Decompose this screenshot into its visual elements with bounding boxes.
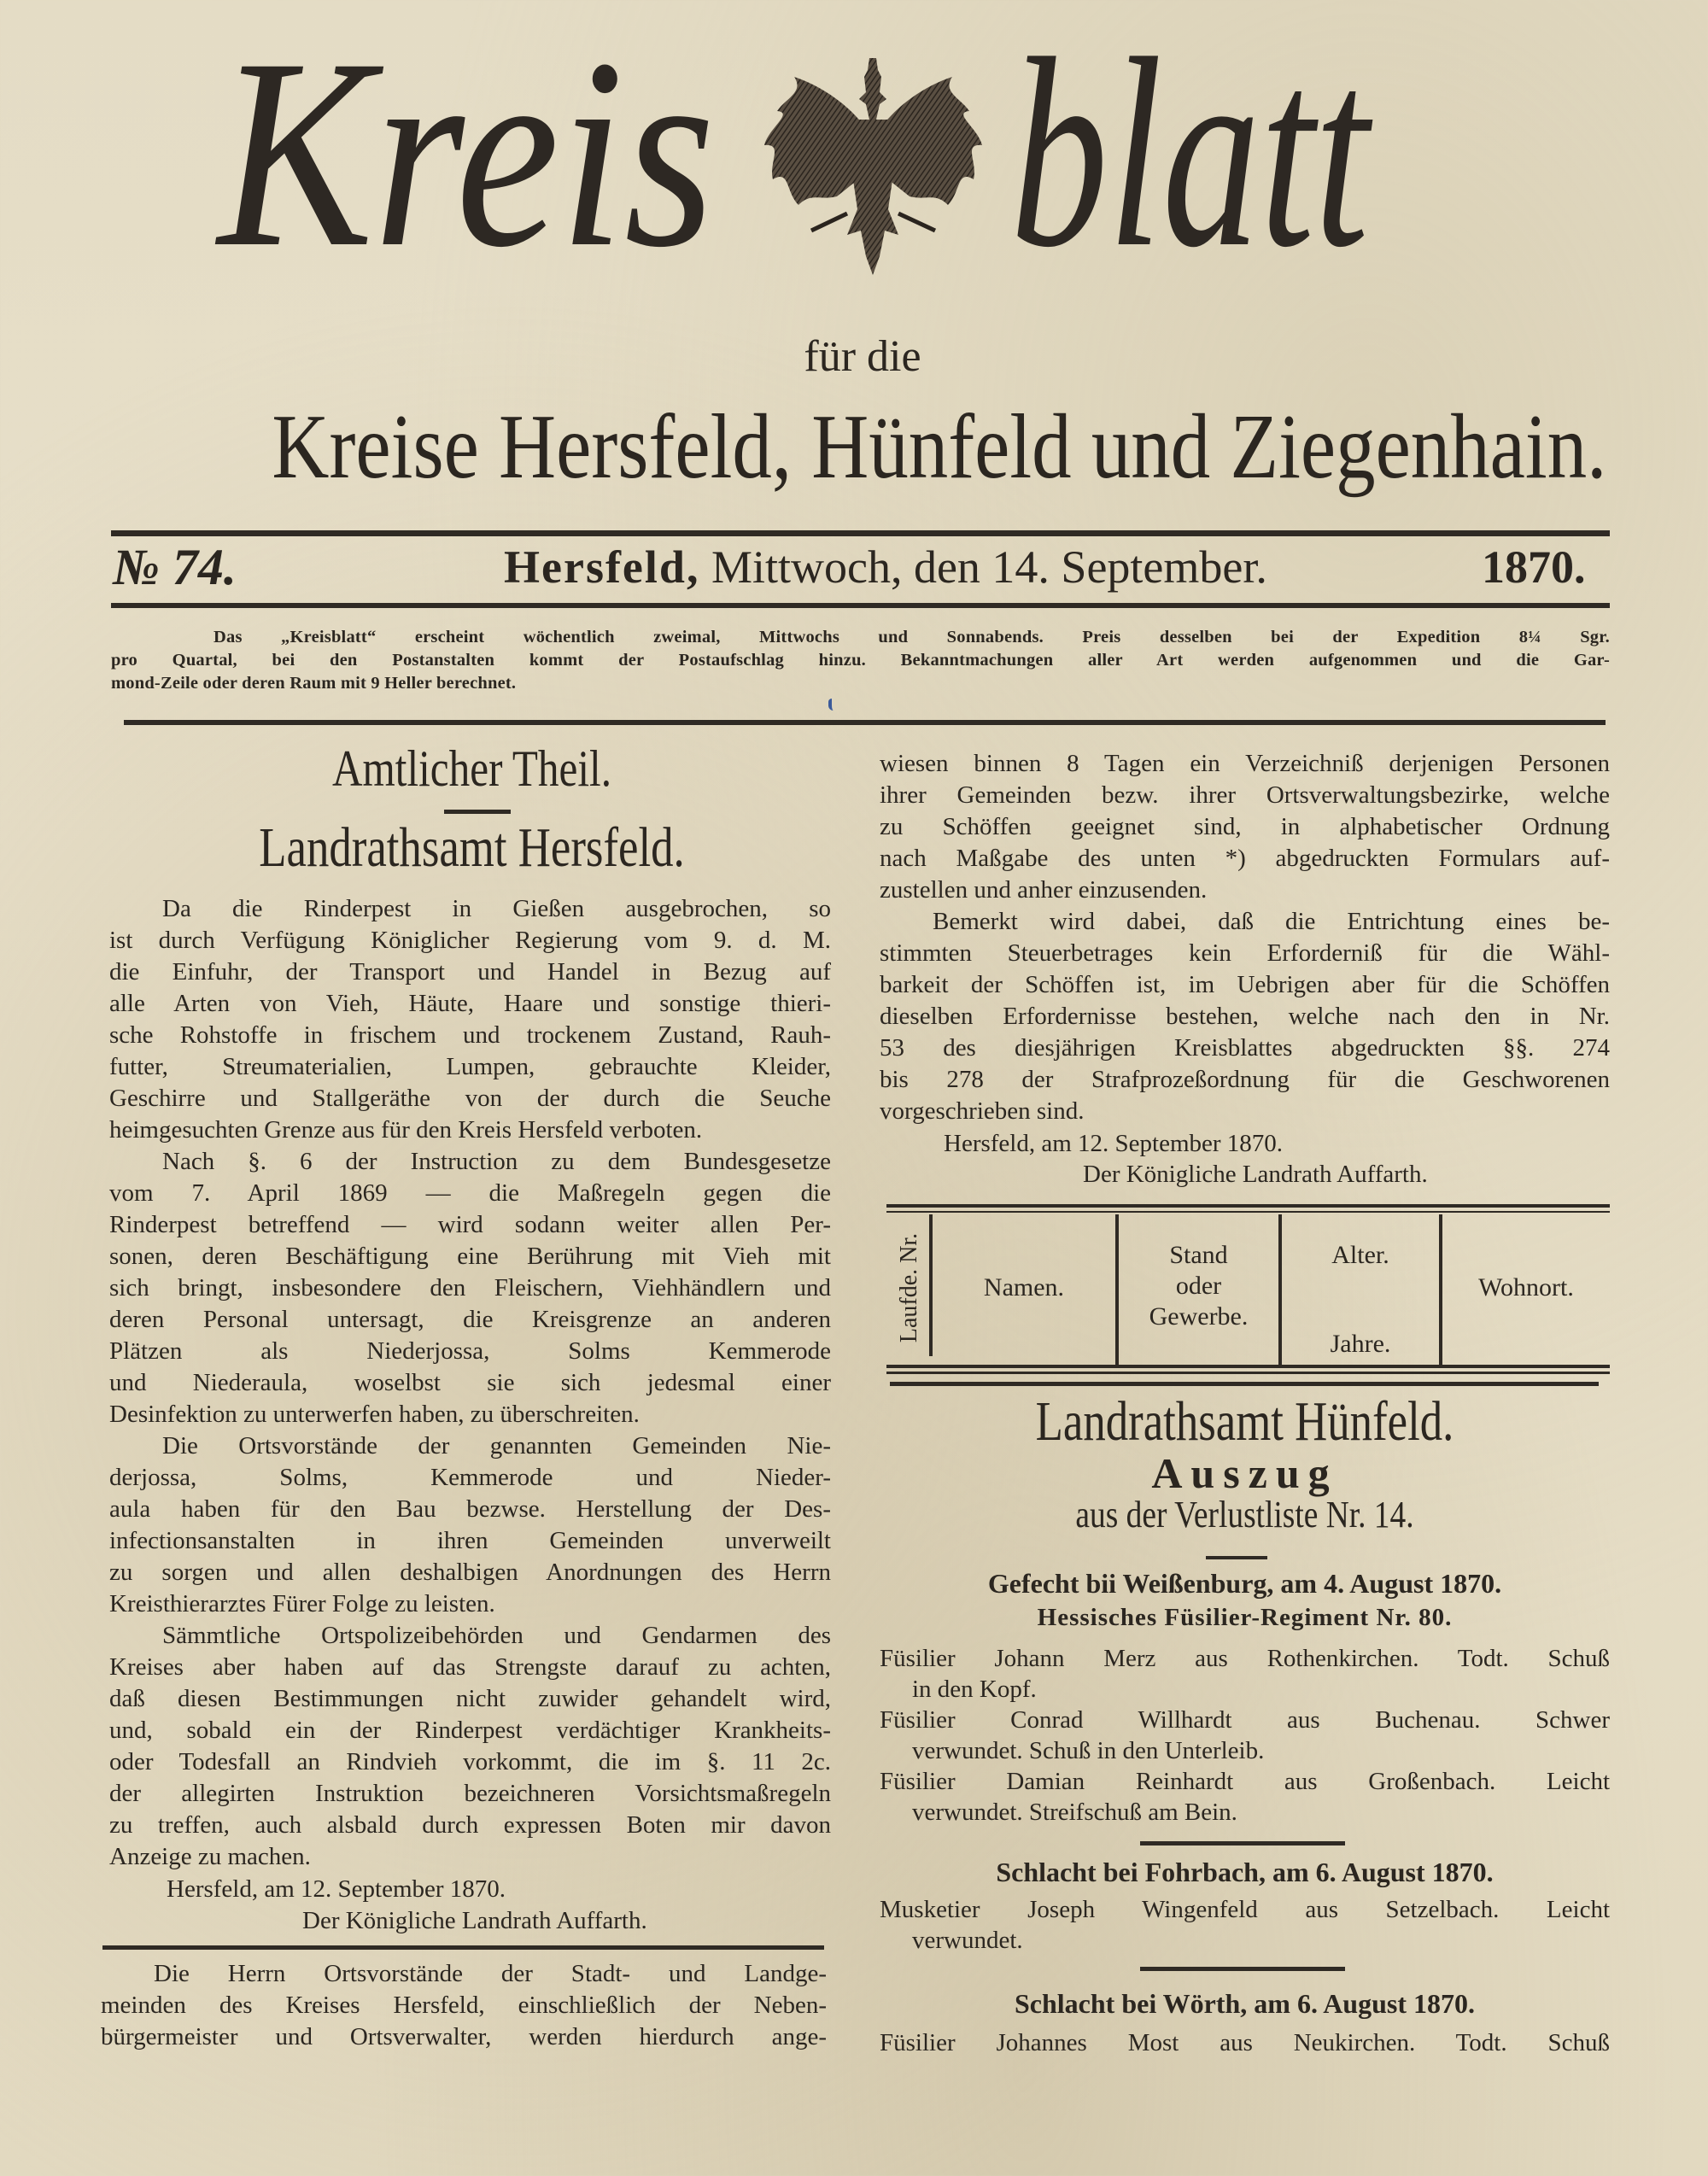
- paragraph: [880, 906, 1610, 1127]
- text-line: Desinfektion zu unterwerfen haben, zu überschreiten.: [109, 1401, 640, 1428]
- text-line: zustellen und anher einzusenden.: [880, 876, 1208, 904]
- text-line: bis 278 der Strafprozeßordnung für die Geschworenen: [880, 1066, 1610, 1093]
- issue-date: Mittwoch, den 14. September.: [711, 541, 1267, 593]
- text-line: und, sobald ein der Rinderpest verdächtiger Krankheits-: [109, 1717, 831, 1744]
- office-heading-hersfeld: Landrathsamt Hersfeld.: [259, 816, 685, 879]
- prussian-eagle-icon: [752, 51, 995, 282]
- text-line: derjossa, Solms, Kemmerode und Nieder-: [109, 1464, 831, 1491]
- text-line: Kreisthierarztes Fürer Folge zu leisten.: [109, 1590, 495, 1617]
- left-signature: Der Königliche Landrath Auffarth.: [302, 1907, 647, 1934]
- table-top-rule-2: [886, 1211, 1610, 1213]
- text-line: zu Schöffen geeignet sind, in alphabetischer Ordnung: [880, 813, 1610, 840]
- text-line: Das „Kreisblatt“ erscheint wöchentlich zweimal, Mittwochs und Sonnabends. Preis desselben bei der Expedition 8¼ Sgr.: [214, 628, 1610, 646]
- table-top-rule: [886, 1204, 1610, 1208]
- text-line: der allegirten Instruktion bezeichneren Vorsichtsmaßregeln: [109, 1780, 831, 1807]
- table-header-age-unit: Jahre.: [1330, 1330, 1391, 1358]
- text-line: oder Todesfall an Rindvieh vorkommt, die im §. 11 2c.: [109, 1748, 831, 1775]
- casualty-entry-line: Füsilier Damian Reinhardt aus Großenbach. Leicht: [880, 1768, 1610, 1795]
- text-line: Rinderpest betreffend — wird sodann weiter allen Per-: [109, 1211, 831, 1238]
- text-line: barkeit der Schöffen ist, im Uebrigen aber für die Schöffen: [880, 971, 1610, 998]
- battle-title: Schlacht bei Wörth, am 6. August 1870.: [1014, 1988, 1475, 2019]
- paragraph: [880, 748, 1610, 906]
- table-header-occupation-1: Stand: [1169, 1241, 1228, 1269]
- pencil-mark: [828, 699, 840, 711]
- casualty-entry-line: Füsilier Johann Merz aus Rothenkirchen. Todt. Schuß: [880, 1645, 1610, 1672]
- text-line: aula haben für den Bau bezwse. Herstellung der Des-: [109, 1495, 831, 1523]
- casualty-entry-line: Füsilier Johannes Most aus Neukirchen. Todt. Schuß: [880, 2029, 1610, 2056]
- left-dateline: Hersfeld, am 12. September 1870.: [167, 1875, 506, 1903]
- extract-title: Auszug: [1151, 1449, 1338, 1497]
- section-dash: [444, 810, 511, 814]
- text-line: die Einfuhr, der Transport und Handel in Bezug auf: [109, 958, 831, 986]
- masthead-title-left: Kreis: [218, 3, 716, 303]
- text-line: daß diesen Bestimmungen nicht zuwider gehandelt wird,: [109, 1685, 831, 1712]
- battle-title: Gefecht bii Weißenburg, am 4. August 1870.: [987, 1568, 1502, 1599]
- table-header-occupation-3: Gewerbe.: [1149, 1302, 1249, 1331]
- table-header-occupation-2: oder: [1175, 1272, 1222, 1300]
- right-signature: Der Königliche Landrath Auffarth.: [1083, 1161, 1428, 1188]
- text-line: mond-Zeile oder deren Raum mit 9 Heller berechnet.: [111, 674, 517, 693]
- casualty-entry-line: Musketier Joseph Wingenfeld aus Setzelbach. Leicht: [880, 1896, 1610, 1923]
- text-line: sche Rohstoffe in frischem und trockenem Zustand, Rauh-: [109, 1021, 831, 1049]
- text-line: Kreises aber haben auf das Strengste darauf zu achten,: [109, 1653, 831, 1681]
- battle-divider: [1140, 1967, 1345, 1971]
- table-header-age: Alter.: [1331, 1241, 1389, 1269]
- text-line: Nach §. 6 der Instruction zu dem Bundesgesetze: [162, 1148, 831, 1175]
- paragraph: [111, 626, 1610, 695]
- text-line: zu sorgen und allen deshalbigen Anordnungen des Herrn: [109, 1559, 831, 1586]
- table-bottom-rule-2: [886, 1372, 1610, 1374]
- text-line: vorgeschrieben sind.: [880, 1097, 1085, 1125]
- article-schoeffen-cont: [880, 748, 1610, 1127]
- text-line: infectionsanstalten in ihren Gemeinden unverweilt: [109, 1527, 831, 1554]
- text-line: Geschirre und Stallgeräthe von der durch die Seuche: [109, 1085, 831, 1112]
- issue-number: № 74.: [113, 539, 237, 595]
- left-divider: [102, 1945, 824, 1950]
- text-line: futter, Streumaterialien, Lumpen, gebrauchte Kleider,: [109, 1053, 831, 1080]
- paragraph: [101, 1958, 827, 2053]
- table-header-name: Namen.: [983, 1273, 1065, 1302]
- text-line: deren Personal untersagt, die Kreisgrenze an anderen: [109, 1306, 831, 1333]
- section-heading: Amtlicher Theil.: [331, 740, 612, 797]
- text-line: zu treffen, auch alsbald durch expressen Boten mir davon: [109, 1811, 831, 1839]
- table-header-number: Laufde. Nr.: [896, 1232, 922, 1343]
- header-bottom-rule: [124, 720, 1606, 725]
- casualty-entry-line: verwundet.: [912, 1927, 1023, 1954]
- casualty-entry-line: verwundet. Schuß in den Unterleib.: [912, 1737, 1265, 1764]
- right-divider: [890, 1382, 1599, 1386]
- paragraph: [109, 1430, 831, 1620]
- battle-title: Schlacht bei Fohrbach, am 6. August 1870.: [996, 1857, 1494, 1887]
- text-line: dieselben Erfordernisse bestehen, welche nach den in Nr.: [880, 1003, 1610, 1030]
- battle-divider: [1140, 1841, 1345, 1846]
- text-line: und Niederaula, woselbst sie sich jedesmal einer: [109, 1369, 831, 1396]
- casualty-entry-line: Füsilier Conrad Willhardt aus Buchenau. Schwer: [880, 1706, 1610, 1734]
- paragraph: [109, 893, 831, 1146]
- text-line: Da die Rinderpest in Gießen ausgebrochen, so: [162, 895, 831, 922]
- regiment-title: Hessisches Füsilier-Regiment Nr. 80.: [1037, 1604, 1453, 1631]
- office-heading-huenfeld: Landrathsamt Hünfeld.: [1035, 1390, 1454, 1453]
- text-line: vom 7. April 1869 — die Maßregeln gegen die: [109, 1179, 831, 1207]
- masthead-subtitle: für die: [804, 332, 921, 381]
- text-line: nach Maßgabe des unten *) abgedruckten Formulars auf-: [880, 845, 1610, 872]
- text-line: Anzeige zu machen.: [109, 1843, 311, 1870]
- masthead-districts: Kreise Hersfeld, Hünfeld und Ziegenhain.: [272, 396, 1607, 498]
- article-schoeffen-start: [101, 1958, 827, 2053]
- text-line: 53 des diesjährigen Kreisblattes abgedruckten §§. 274: [880, 1034, 1610, 1062]
- masthead-rule: [111, 530, 1610, 536]
- text-line: alle Arten von Vieh, Häute, Haare und sonstige thieri-: [109, 990, 831, 1017]
- text-line: sonen, deren Beschäftigung eine Berührung mit Vieh mit: [109, 1243, 831, 1270]
- text-line: heimgesuchten Grenze aus für den Kreis Hersfeld verboten.: [109, 1116, 703, 1144]
- text-line: Plätzen als Niederjossa, Solms Kemmerode: [109, 1337, 831, 1365]
- text-line: sich bringt, insbesondere den Fleischern, Viehhändlern und: [109, 1274, 831, 1302]
- text-line: pro Quartal, bei den Postanstalten kommt der Postaufschlag hinzu. Bekanntmachungen aller Art werden aufgenommen und die Gar-: [111, 651, 1610, 670]
- issue-year: 1870.: [1482, 541, 1586, 593]
- issue-place: Hersfeld,: [504, 541, 700, 593]
- casualty-entry-line: verwundet. Streifschuß am Bein.: [912, 1799, 1237, 1826]
- text-line: Bemerkt wird dabei, daß die Entrichtung eines be-: [933, 908, 1610, 935]
- subscription-notice: [111, 626, 1610, 695]
- text-line: bürgermeister und Ortsverwalter, werden hierdurch ange-: [101, 2023, 827, 2050]
- paragraph: [109, 1620, 831, 1873]
- text-line: meinden des Kreises Hersfeld, einschließlich der Neben-: [101, 1992, 827, 2019]
- text-line: Sämmtliche Ortspolizeibehörden und Gendarmen des: [162, 1622, 831, 1649]
- text-line: wiesen binnen 8 Tagen ein Verzeichniß derjenigen Personen: [880, 750, 1610, 777]
- text-line: Die Ortsvorstände der genannten Gemeinden Nie-: [162, 1432, 831, 1459]
- text-line: ist durch Verfügung Königlicher Regierung vom 9. d. M.: [109, 927, 831, 954]
- extract-subtitle: aus der Verlustliste Nr. 14.: [1075, 1494, 1414, 1535]
- right-dateline: Hersfeld, am 12. September 1870.: [944, 1130, 1284, 1157]
- table-header-residence: Wohnort.: [1478, 1273, 1574, 1302]
- text-line: ihrer Gemeinden bezw. ihrer Ortsverwaltungsbezirke, welche: [880, 781, 1610, 809]
- paragraph: [109, 1146, 831, 1430]
- article-rinderpest: [109, 893, 831, 1873]
- issue-rule: [111, 603, 1610, 608]
- text-line: stimmten Steuerbetrages kein Erforderniß für die Wähl-: [880, 939, 1610, 967]
- table-bottom-rule: [886, 1365, 1610, 1368]
- casualty-entry-line: in den Kopf.: [912, 1676, 1037, 1703]
- masthead-title-right: blatt: [1010, 3, 1369, 303]
- text-line: Die Herrn Ortsvorstände der Stadt- und Landge-: [154, 1960, 827, 1987]
- issue-place-date: [504, 541, 1267, 594]
- extract-dash: [1206, 1556, 1267, 1559]
